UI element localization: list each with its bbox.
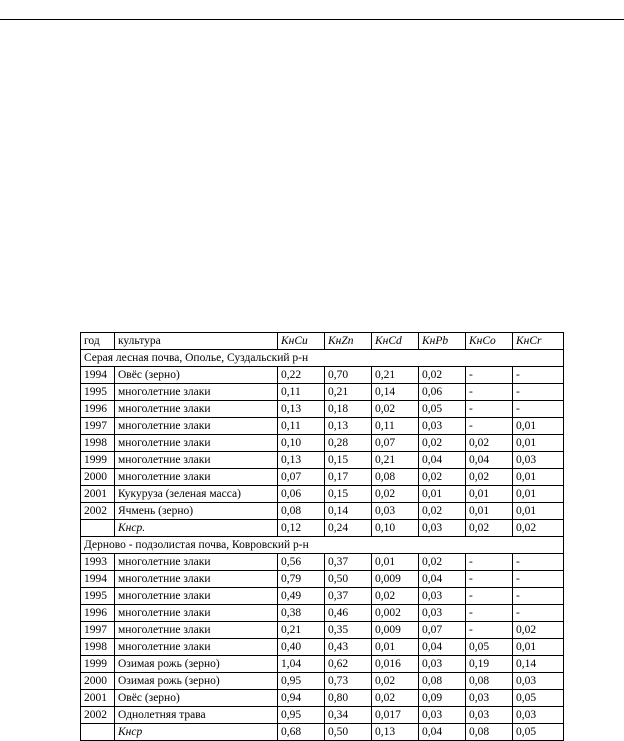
- value-cell: 0,002: [372, 605, 419, 622]
- value-cell: 0,009: [372, 622, 419, 639]
- crop-cell: многолетние злаки: [115, 571, 278, 588]
- value-cell: 0,02: [372, 690, 419, 707]
- table-row: [81, 503, 564, 520]
- table-row: [81, 605, 564, 622]
- average-value: 0,24: [325, 520, 372, 537]
- value-cell: -: [466, 367, 513, 384]
- value-cell: 0,15: [325, 486, 372, 503]
- value-cell: -: [466, 622, 513, 639]
- average-value: 0,03: [419, 520, 466, 537]
- value-cell: 0,11: [278, 384, 325, 401]
- year-cell: 1993: [81, 554, 115, 571]
- value-cell: 0,37: [325, 554, 372, 571]
- header-year: год: [81, 333, 115, 350]
- value-cell: 0,06: [278, 486, 325, 503]
- value-cell: 0,08: [466, 673, 513, 690]
- crop-cell: многолетние злаки: [115, 418, 278, 435]
- value-cell: 0,95: [278, 673, 325, 690]
- value-cell: 0,56: [278, 554, 325, 571]
- value-cell: 0,03: [419, 418, 466, 435]
- crop-cell: Озимая рожь (зерно): [115, 673, 278, 690]
- value-cell: 0,05: [466, 639, 513, 656]
- year-cell: 2001: [81, 690, 115, 707]
- average-value: 0,05: [513, 724, 564, 741]
- value-cell: 0,08: [278, 503, 325, 520]
- year-cell: 2000: [81, 673, 115, 690]
- average-value: 0,13: [372, 724, 419, 741]
- year-cell: 2002: [81, 707, 115, 724]
- value-cell: 0,03: [466, 707, 513, 724]
- value-cell: 0,38: [278, 605, 325, 622]
- table-row: [81, 367, 564, 384]
- value-cell: 0,02: [372, 486, 419, 503]
- table-row: [81, 384, 564, 401]
- value-cell: 1,04: [278, 656, 325, 673]
- value-cell: 0,02: [419, 469, 466, 486]
- crop-cell: Однолетняя трава: [115, 707, 278, 724]
- year-cell: 1998: [81, 639, 115, 656]
- value-cell: 0,46: [325, 605, 372, 622]
- year-cell: 1998: [81, 435, 115, 452]
- value-cell: 0,21: [325, 384, 372, 401]
- year-cell: 1997: [81, 622, 115, 639]
- value-cell: 0,07: [278, 469, 325, 486]
- value-cell: 0,19: [466, 656, 513, 673]
- value-cell: 0,02: [419, 367, 466, 384]
- value-cell: 0,06: [419, 384, 466, 401]
- value-cell: 0,01: [466, 503, 513, 520]
- value-cell: 0,21: [372, 452, 419, 469]
- year-cell: 2000: [81, 469, 115, 486]
- page-header-rule: [0, 19, 624, 20]
- value-cell: 0,03: [419, 656, 466, 673]
- value-cell: -: [513, 384, 564, 401]
- value-cell: -: [513, 605, 564, 622]
- section-title-row: [81, 350, 564, 367]
- average-label: Kнср: [115, 724, 278, 741]
- crop-cell: Овёс (зерно): [115, 690, 278, 707]
- table-row: [81, 486, 564, 503]
- value-cell: 0,08: [419, 673, 466, 690]
- value-cell: 0,80: [325, 690, 372, 707]
- table-row: [81, 435, 564, 452]
- value-cell: 0,50: [325, 571, 372, 588]
- value-cell: 0,02: [419, 503, 466, 520]
- value-cell: 0,016: [372, 656, 419, 673]
- average-value: 0,68: [278, 724, 325, 741]
- value-cell: -: [466, 418, 513, 435]
- value-cell: 0,28: [325, 435, 372, 452]
- value-cell: -: [466, 554, 513, 571]
- value-cell: 0,04: [419, 452, 466, 469]
- value-cell: -: [513, 401, 564, 418]
- year-cell: 1996: [81, 605, 115, 622]
- crop-cell: многолетние злаки: [115, 639, 278, 656]
- crop-cell: многолетние злаки: [115, 401, 278, 418]
- section-title: Серая лесная почва, Ополье, Суздальский р-н: [81, 350, 564, 367]
- value-cell: 0,01: [513, 639, 564, 656]
- value-cell: 0,03: [419, 588, 466, 605]
- value-cell: 0,62: [325, 656, 372, 673]
- average-value: 0,02: [513, 520, 564, 537]
- crop-cell: Ячмень (зерно): [115, 503, 278, 520]
- value-cell: 0,79: [278, 571, 325, 588]
- empty-cell: [81, 724, 115, 741]
- value-cell: 0,14: [513, 656, 564, 673]
- table-row: [81, 554, 564, 571]
- value-cell: 0,35: [325, 622, 372, 639]
- table-row: [81, 673, 564, 690]
- year-cell: 1997: [81, 418, 115, 435]
- value-cell: 0,02: [419, 435, 466, 452]
- average-value: 0,10: [372, 520, 419, 537]
- table-row: [81, 452, 564, 469]
- value-cell: 0,017: [372, 707, 419, 724]
- value-cell: -: [466, 571, 513, 588]
- average-value: 0,02: [466, 520, 513, 537]
- section-title: Дерново - подзолистая почва, Ковровский р-н: [81, 537, 564, 554]
- table-row: [81, 656, 564, 673]
- value-cell: 0,01: [513, 469, 564, 486]
- value-cell: 0,10: [278, 435, 325, 452]
- value-cell: -: [513, 588, 564, 605]
- year-cell: 1996: [81, 401, 115, 418]
- year-cell: 1999: [81, 656, 115, 673]
- crop-cell: многолетние злаки: [115, 605, 278, 622]
- table-row: [81, 469, 564, 486]
- value-cell: 0,15: [325, 452, 372, 469]
- value-cell: 0,009: [372, 571, 419, 588]
- empty-cell: [81, 520, 115, 537]
- value-cell: 0,05: [419, 401, 466, 418]
- value-cell: 0,07: [419, 622, 466, 639]
- value-cell: -: [513, 367, 564, 384]
- value-cell: -: [466, 401, 513, 418]
- value-cell: 0,18: [325, 401, 372, 418]
- value-cell: 0,70: [325, 367, 372, 384]
- average-value: 0,08: [466, 724, 513, 741]
- value-cell: 0,03: [513, 673, 564, 690]
- header-kn-co: KнCo: [466, 333, 513, 350]
- value-cell: 0,02: [372, 588, 419, 605]
- value-cell: 0,09: [419, 690, 466, 707]
- value-cell: 0,21: [278, 622, 325, 639]
- value-cell: 0,05: [513, 690, 564, 707]
- value-cell: 0,11: [278, 418, 325, 435]
- table-row: [81, 622, 564, 639]
- header-kn-cd: KнCd: [372, 333, 419, 350]
- table-row: [81, 639, 564, 656]
- value-cell: 0,34: [325, 707, 372, 724]
- value-cell: 0,03: [419, 605, 466, 622]
- year-cell: 1994: [81, 367, 115, 384]
- value-cell: 0,04: [419, 571, 466, 588]
- header-crop: культура: [115, 333, 278, 350]
- value-cell: 0,95: [278, 707, 325, 724]
- value-cell: 0,49: [278, 588, 325, 605]
- table-row: [81, 571, 564, 588]
- value-cell: 0,03: [513, 452, 564, 469]
- year-cell: 1994: [81, 571, 115, 588]
- average-row: [81, 724, 564, 741]
- value-cell: 0,04: [419, 639, 466, 656]
- crop-cell: многолетние злаки: [115, 622, 278, 639]
- value-cell: -: [466, 588, 513, 605]
- header-kn-zn: KнZn: [325, 333, 372, 350]
- value-cell: 0,02: [372, 401, 419, 418]
- table-row: [81, 690, 564, 707]
- value-cell: 0,03: [419, 707, 466, 724]
- value-cell: 0,01: [419, 486, 466, 503]
- header-kn-cu: KнCu: [278, 333, 325, 350]
- average-value: 0,04: [419, 724, 466, 741]
- value-cell: 0,01: [513, 418, 564, 435]
- crop-cell: Озимая рожь (зерно): [115, 656, 278, 673]
- value-cell: 0,14: [372, 384, 419, 401]
- value-cell: -: [513, 554, 564, 571]
- table-row: [81, 418, 564, 435]
- year-cell: 2001: [81, 486, 115, 503]
- section-title-row: [81, 537, 564, 554]
- value-cell: 0,01: [372, 639, 419, 656]
- value-cell: 0,94: [278, 690, 325, 707]
- value-cell: 0,21: [372, 367, 419, 384]
- value-cell: 0,03: [466, 690, 513, 707]
- value-cell: 0,01: [513, 486, 564, 503]
- value-cell: 0,01: [513, 503, 564, 520]
- value-cell: -: [466, 605, 513, 622]
- value-cell: 0,11: [372, 418, 419, 435]
- value-cell: 0,07: [372, 435, 419, 452]
- value-cell: 0,13: [278, 452, 325, 469]
- value-cell: 0,03: [513, 707, 564, 724]
- value-cell: 0,01: [466, 486, 513, 503]
- average-value: 0,50: [325, 724, 372, 741]
- year-cell: 1995: [81, 588, 115, 605]
- value-cell: 0,04: [466, 452, 513, 469]
- table-row: [81, 401, 564, 418]
- value-cell: 0,22: [278, 367, 325, 384]
- year-cell: 1999: [81, 452, 115, 469]
- value-cell: 0,40: [278, 639, 325, 656]
- value-cell: 0,02: [419, 554, 466, 571]
- average-label: Kнср.: [115, 520, 278, 537]
- value-cell: 0,37: [325, 588, 372, 605]
- average-value: 0,12: [278, 520, 325, 537]
- crop-cell: Кукуруза (зеленая масса): [115, 486, 278, 503]
- average-row: [81, 520, 564, 537]
- value-cell: 0,13: [278, 401, 325, 418]
- table-row: [81, 707, 564, 724]
- value-cell: 0,01: [513, 435, 564, 452]
- value-cell: 0,01: [372, 554, 419, 571]
- header-row: [81, 333, 564, 350]
- value-cell: 0,03: [372, 503, 419, 520]
- crop-cell: многолетние злаки: [115, 452, 278, 469]
- crop-cell: многолетние злаки: [115, 384, 278, 401]
- value-cell: 0,08: [372, 469, 419, 486]
- table-row: [81, 588, 564, 605]
- value-cell: -: [466, 384, 513, 401]
- value-cell: -: [513, 571, 564, 588]
- value-cell: 0,17: [325, 469, 372, 486]
- value-cell: 0,02: [466, 469, 513, 486]
- year-cell: 1995: [81, 384, 115, 401]
- crop-cell: многолетние злаки: [115, 469, 278, 486]
- value-cell: 0,73: [325, 673, 372, 690]
- crop-cell: многолетние злаки: [115, 554, 278, 571]
- header-kn-cr: KнCr: [513, 333, 564, 350]
- value-cell: 0,14: [325, 503, 372, 520]
- value-cell: 0,13: [325, 418, 372, 435]
- heavy-metal-coefficient-table: [80, 332, 564, 741]
- value-cell: 0,02: [466, 435, 513, 452]
- value-cell: 0,02: [513, 622, 564, 639]
- crop-cell: многолетние злаки: [115, 588, 278, 605]
- year-cell: 2002: [81, 503, 115, 520]
- header-kn-pb: KнPb: [419, 333, 466, 350]
- value-cell: 0,02: [372, 673, 419, 690]
- crop-cell: Овёс (зерно): [115, 367, 278, 384]
- value-cell: 0,43: [325, 639, 372, 656]
- crop-cell: многолетние злаки: [115, 435, 278, 452]
